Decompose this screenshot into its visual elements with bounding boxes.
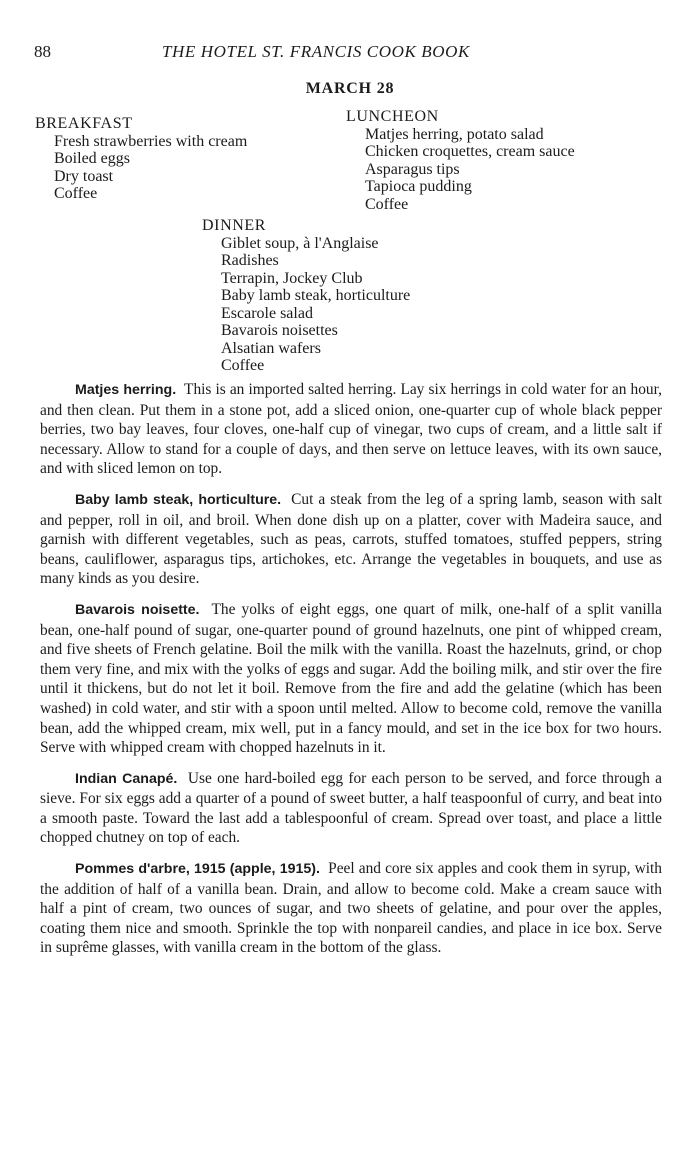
recipe-paragraph [40, 769, 662, 848]
dinner-items [202, 235, 410, 375]
recipe-body: This is an imported salted herring. Lay six herrings in cold water for an hour, and then clean. Put them in a stone pot, add a sliced onion, one-quarter cup of whole black pepper berries, two bay leaves, four cloves, one-half cup of vinegar, two cups of cream, and a little salt if necessary. Allow to stand for a couple of days, and then serve on lettuce leaves, with its own sauce, and with sliced lemon on top. [40, 381, 662, 478]
menu-item: Asparagus tips [365, 160, 460, 178]
menu-item: Coffee [54, 185, 98, 202]
running-title: THE HOTEL ST. FRANCIS COOK BOOK [162, 42, 470, 61]
recipe-body: The yolks of eight eggs, one quart of milk, one-half of a split vanilla bean, one-half pound of sugar, one-quarter pound of ground hazelnuts, one pint of whipped cream, and five sheets of French gelatine. Boil the milk with the vanilla. Roast the hazelnuts, grind, or chop them very fine, and mix with the yolks of eggs and sugar. Add the boiling milk, and stir over the fire until it thickens, but do not let it boil. Remove from the fire and add the gelatine (which has been washed) in cold water, and stir with a spoon until melted. Allow to become cold, remove the vanilla bean, add the whipped cream, mix well, put in a fancy mould, and set in the ice box for two hours. Serve with whipped cream with chopped hazelnuts in it. [40, 600, 663, 757]
recipe-title: Indian Canapé. [75, 770, 178, 787]
menu-item: Boiled eggs [54, 150, 130, 167]
menu-item: Chicken croquettes, cream sauce [365, 143, 575, 160]
breakfast-items [35, 133, 247, 203]
menu-item: Radishes [221, 252, 279, 269]
luncheon-items [346, 126, 575, 214]
recipe-body: Peel and core six apples and cook them in syrup, with the addition of half of a vanilla bean. Drain, and allow to become cold. Make a cream sauce with half a pint of cream, two ounces of sugar, and two sheets of gelatine, and pour over the apples, coating them nice and smooth. Sprinkle the top with nonpareil candies, and place in ice box. Serve in suprême glasses, with vanilla cream in the bottom of the glass. [40, 860, 662, 957]
menu-item: Matjes herring, potato salad [365, 125, 544, 143]
menu-item: Terrapin, Jockey Club [221, 269, 363, 287]
breakfast-heading: BREAKFAST [35, 115, 133, 132]
recipe-paragraph [40, 490, 662, 589]
luncheon-heading: LUNCHEON [346, 108, 439, 125]
menu-item: Bavarois noisettes [221, 322, 338, 339]
recipe-title: Baby lamb steak, horticulture. [75, 491, 282, 508]
recipe-title: Pommes d'arbre, 1915 (apple, 1915). [75, 861, 320, 878]
luncheon-menu [346, 108, 575, 213]
recipe-title: Bavarois noisette. [75, 601, 200, 618]
menu-item: Coffee [221, 357, 265, 374]
page-header [0, 42, 700, 66]
menu-item: Fresh strawberries with cream [54, 132, 248, 150]
menu-item: Dry toast [54, 167, 114, 185]
recipe-paragraph [40, 600, 662, 758]
menu-item: Coffee [365, 195, 409, 213]
dinner-menu [202, 217, 410, 375]
menu-item: Tapioca pudding [365, 178, 472, 195]
menu-item: Alsatian wafers [221, 339, 321, 357]
recipe-paragraph [40, 380, 662, 479]
breakfast-menu [35, 115, 247, 203]
menu-item: Giblet soup, à l'Anglaise [221, 234, 379, 252]
page-number: 88 [34, 42, 51, 61]
menu-date: MARCH 28 [305, 80, 395, 97]
recipe-body: Cut a steak from the leg of a spring lamb, season with salt and pepper, roll in oil, and broil. When done dish up on a platter, cover with Madeira sauce, and garnish with different vegetables, such as peas, carrots, stuffed tomatoes, stuffed peppers, string beans, cauliflower, asparagus tips, artichokes, etc. Arrange the vegetables in bouquets, and use as many kinds as you desire. [40, 490, 663, 588]
recipe-paragraph [40, 859, 662, 958]
recipe-title: Matjes herring. [75, 382, 177, 398]
recipes [40, 380, 662, 969]
recipe-body: Use one hard-boiled egg for each person to be served, and force through a sieve. For six eggs add a quarter of a pound of sweet butter, a half teaspoonful of curry, and beat into a smooth paste. Toward the last add a tablespoonful of cream. Spread over toast, and place a little chopped chutney on top of each. [40, 769, 663, 847]
dinner-heading: DINNER [202, 217, 267, 234]
menu-item: Escarole salad [221, 304, 313, 322]
menu-item: Baby lamb steak, horticulture [221, 287, 411, 304]
